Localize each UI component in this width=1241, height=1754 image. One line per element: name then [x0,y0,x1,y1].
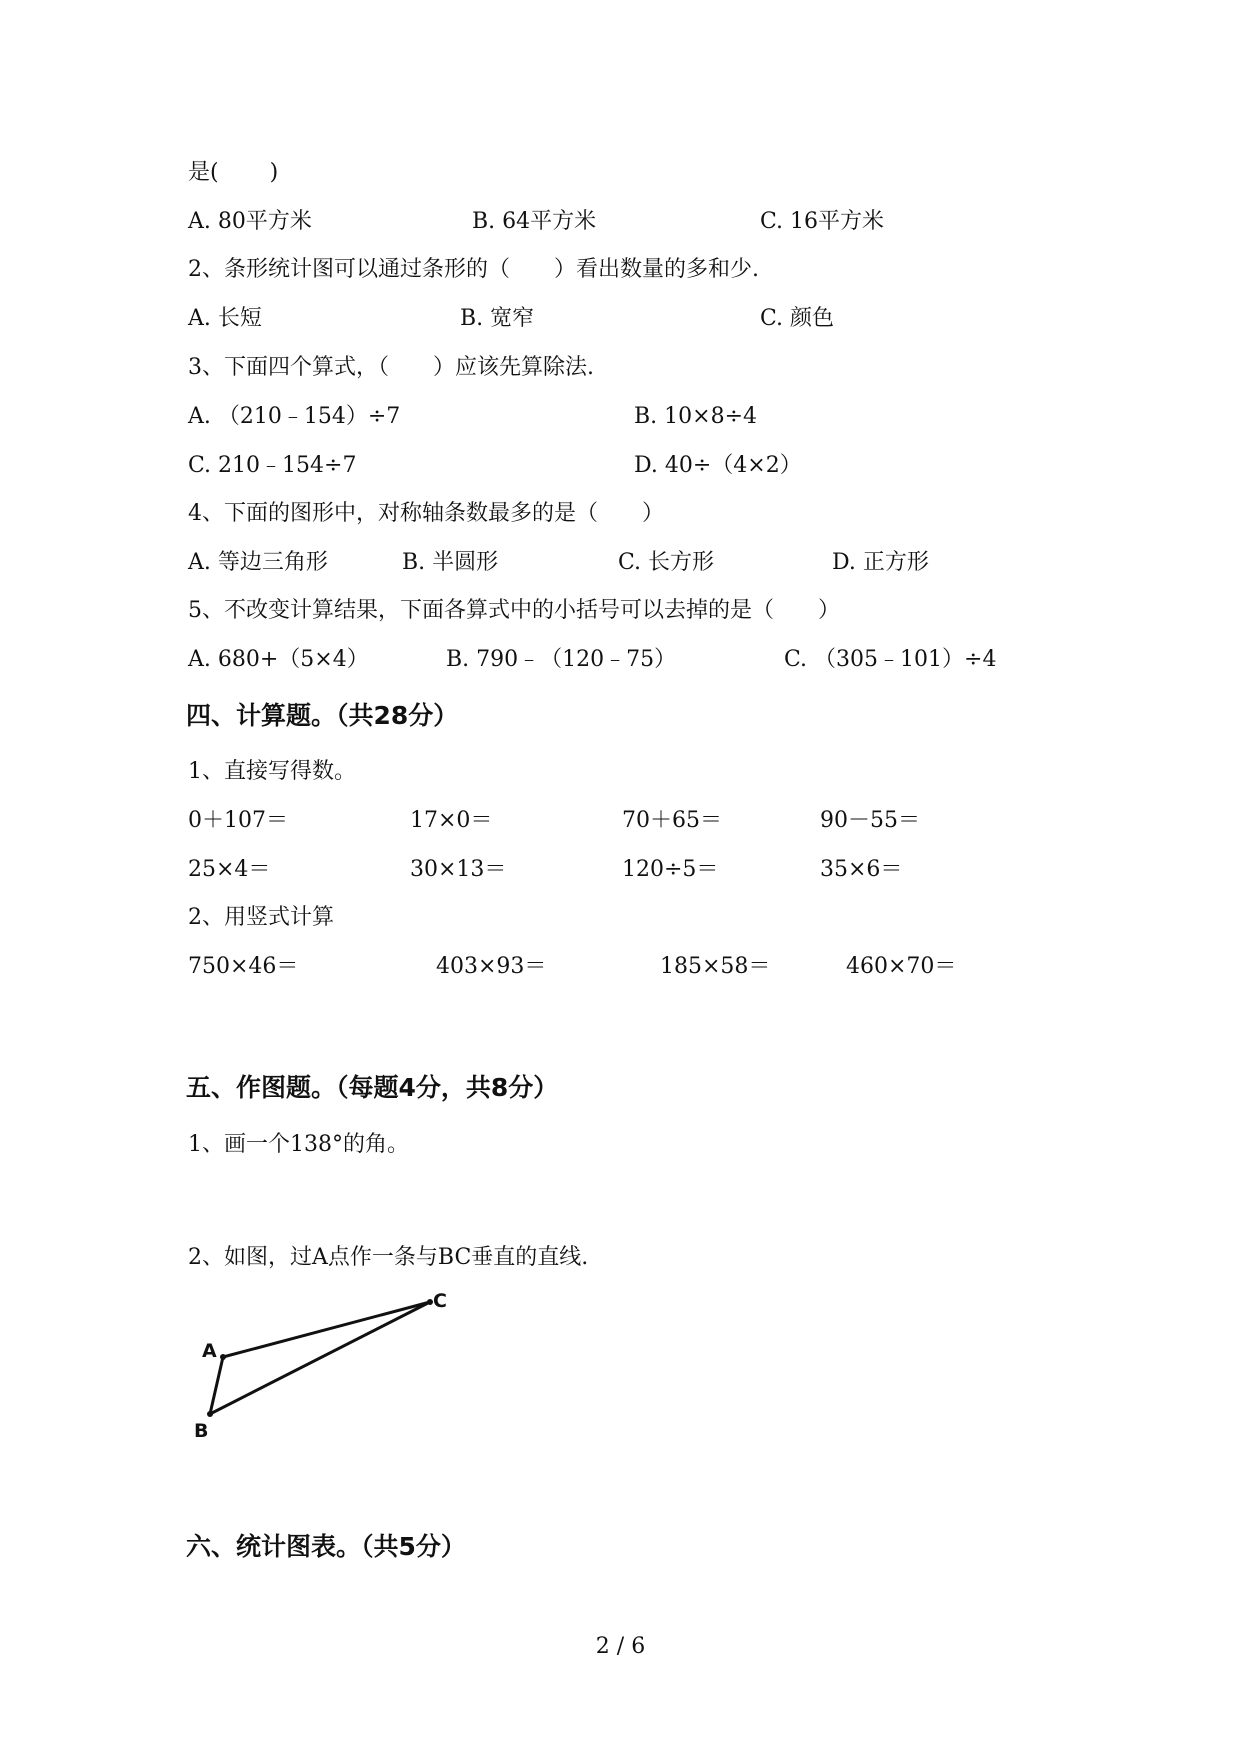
question-2: 2、条形统计图可以通过条形的（ ）看出数量的多和少. [188,257,759,282]
section-5-title: 五、作图题。（每题4分，共8分） [186,1073,559,1102]
segment-ac [223,1302,430,1357]
option-q5-b: B. 790﹣（120﹣75） [446,647,677,672]
triangle-figure [190,1290,460,1450]
question-continuation: 是( ) [188,160,279,185]
section-5-sub-2: 2、如图，过A点作一条与BC垂直的直线. [188,1245,589,1270]
vertical-calc-item: 185×58＝ [660,954,771,979]
label-a: A [202,1340,217,1362]
section-4-title: 四、计算题。（共28分） [186,701,459,730]
point-b [207,1411,213,1417]
calc-item: 30×13＝ [410,857,507,882]
section-4-sub-2: 2、用竖式计算 [188,905,334,930]
calc-item: 70＋65＝ [622,808,722,833]
calc-item: 35×6＝ [820,857,903,882]
label-c: C [433,1290,447,1312]
vertical-calc-item: 403×93＝ [436,954,547,979]
question-4: 4、下面的图形中，对称轴条数最多的是（ ） [188,501,664,526]
option-q3-b: B. 10×8÷4 [634,404,758,429]
section-4-sub-1: 1、直接写得数。 [188,759,356,784]
option-q2-b: B. 宽窄 [460,306,535,331]
option-q2-c: C. 颜色 [760,306,835,331]
calc-item: 25×4＝ [188,857,271,882]
option-q4-a: A. 等边三角形 [188,550,328,575]
calc-item: 120÷5＝ [622,857,719,882]
option-q4-d: D. 正方形 [832,550,929,575]
page-number: 2 / 6 [595,1634,646,1659]
calc-item: 17×0＝ [410,808,493,833]
vertical-calc-item: 750×46＝ [188,954,299,979]
section-5-sub-1: 1、画一个138°的角。 [188,1132,409,1157]
option-q5-a: A. 680+（5×4） [188,647,369,672]
calc-item: 90－55＝ [820,808,920,833]
option-q3-c: C. 210﹣154÷7 [188,453,357,478]
option-q3-d: D. 40÷（4×2） [634,453,802,478]
question-3: 3、下面四个算式，（ ）应该先算除法. [188,355,594,380]
option-q1-a: A. 80平方米 [188,209,312,234]
option-q5-c: C. （305﹣101）÷4 [784,647,997,672]
point-a [220,1354,226,1360]
option-q4-c: C. 长方形 [618,550,715,575]
segment-bc [210,1302,430,1414]
vertical-calc-item: 460×70＝ [846,954,957,979]
option-q2-a: A. 长短 [188,306,262,331]
segment-ab [210,1357,223,1414]
option-q3-a: A. （210﹣154）÷7 [188,404,401,429]
question-5: 5、不改变计算结果，下面各算式中的小括号可以去掉的是（ ） [188,598,840,623]
option-q1-c: C. 16平方米 [760,209,885,234]
option-q1-b: B. 64平方米 [472,209,597,234]
option-q4-b: B. 半圆形 [402,550,499,575]
label-b: B [194,1420,209,1442]
section-6-title: 六、统计图表。（共5分） [186,1532,466,1561]
calc-item: 0＋107＝ [188,808,288,833]
triangle-lines [210,1302,430,1414]
